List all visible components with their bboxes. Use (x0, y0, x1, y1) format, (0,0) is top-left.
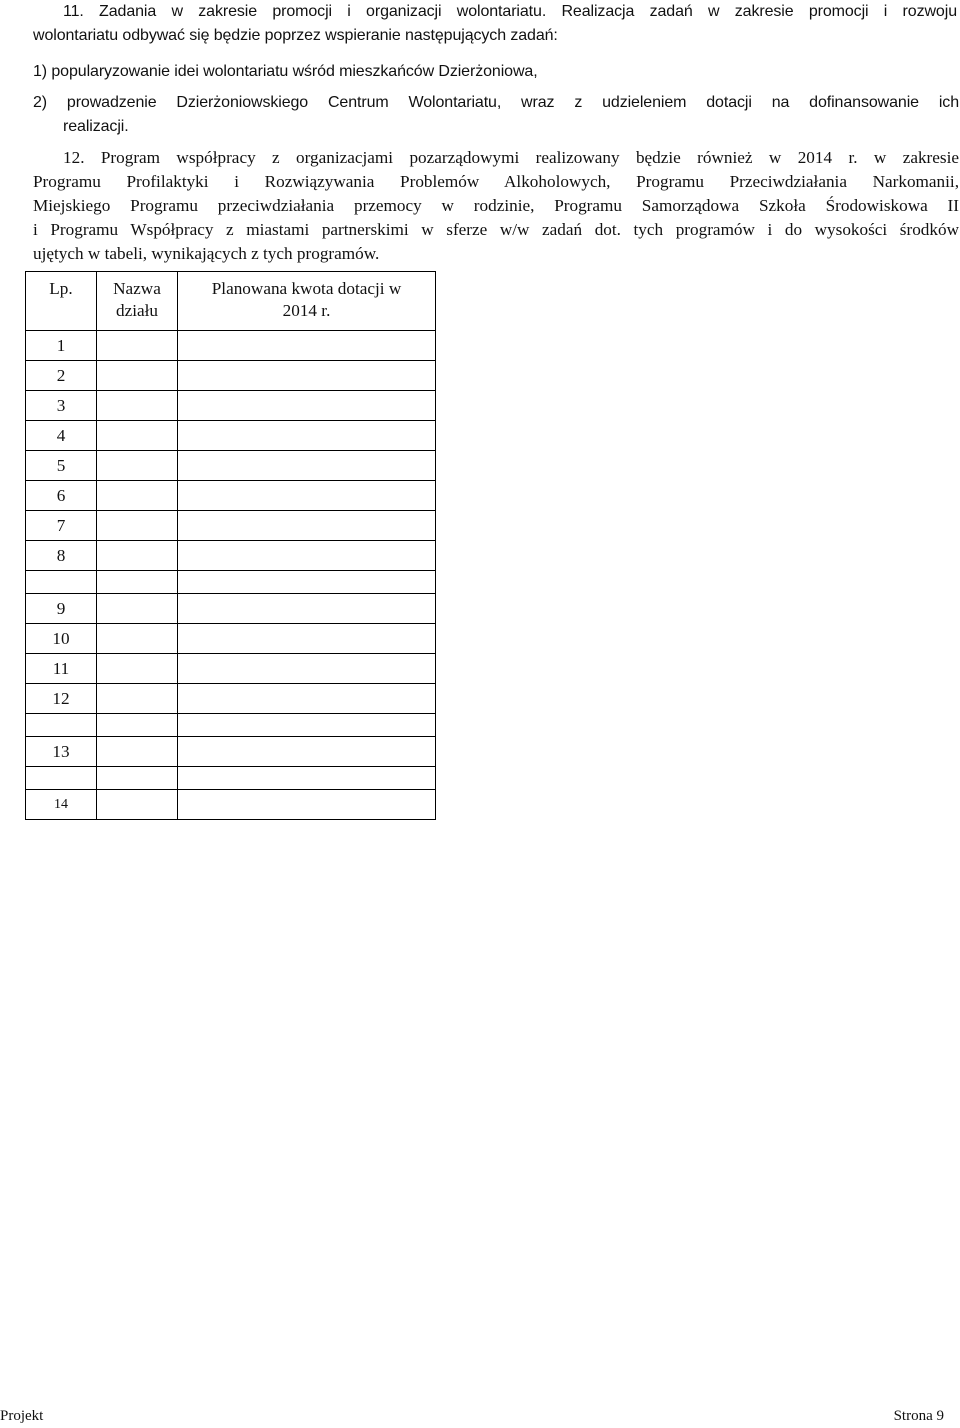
row-number: 11 (26, 654, 97, 684)
row-kwota-cell (178, 481, 436, 511)
row-number: 1 (26, 331, 97, 361)
table-row-empty (26, 767, 436, 790)
row-kwota-cell (178, 331, 436, 361)
table-row (26, 790, 436, 820)
row-number: 3 (26, 391, 97, 421)
row-kwota-cell (178, 541, 436, 571)
row-kwota-cell (178, 624, 436, 654)
row-nazwa-cell (97, 737, 178, 767)
row-nazwa-cell (97, 714, 178, 737)
footer-left-label: Projekt (0, 1408, 44, 1424)
section-12-line-2: Programu Profilaktyki i Rozwiązywania Problemów Alkoholowych, Programu Przeciwdziałania Narkomanii, (33, 172, 959, 191)
table-row (26, 737, 436, 767)
section-12-line-5: ujętych w tabeli, wynikających z tych programów. (33, 244, 380, 263)
section-12-line-1: 12. Program współpracy z organizacjami pozarządowymi realizowany będzie również w 2014 r. w zakresie (63, 148, 959, 167)
row-nazwa-cell (97, 594, 178, 624)
table-row (26, 541, 436, 571)
row-kwota-cell (178, 594, 436, 624)
table-row-empty (26, 571, 436, 594)
row-number: 8 (26, 541, 97, 571)
row-kwota-cell (178, 511, 436, 541)
row-kwota-cell (178, 790, 436, 820)
row-number (26, 571, 97, 594)
row-kwota-cell (178, 767, 436, 790)
row-nazwa-cell (97, 624, 178, 654)
page-number: Strona 9 (893, 1408, 944, 1424)
row-nazwa-cell (97, 451, 178, 481)
section-11-line-1: 11. Zadania w zakresie promocji i organizacji wolontariatu. Realizacja zadań w zakresie promocji i rozwoju (63, 3, 957, 20)
budget-table (25, 271, 436, 820)
row-nazwa-cell (97, 767, 178, 790)
table-row (26, 391, 436, 421)
row-kwota-cell (178, 361, 436, 391)
row-nazwa-cell (97, 571, 178, 594)
row-nazwa-cell (97, 481, 178, 511)
row-number: 4 (26, 421, 97, 451)
section-11-item-2-line-1: 2) prowadzenie Dzierżoniowskiego Centrum Wolontariatu, wraz z udzieleniem dotacji na dofinansowanie ich (33, 94, 959, 111)
section-12-line-3: Miejskiego Programu przeciwdziałania przemocy w rodzinie, Programu Samorządowa Szkoła Środowiskowa II (33, 196, 959, 215)
row-number: 6 (26, 481, 97, 511)
table-row (26, 451, 436, 481)
row-nazwa-cell (97, 421, 178, 451)
table-row (26, 511, 436, 541)
section-11-line-2: wolontariatu odbywać się będzie poprzez wspieranie następujących zadań: (33, 27, 558, 44)
row-nazwa-cell (97, 391, 178, 421)
row-number: 13 (26, 737, 97, 767)
row-kwota-cell (178, 391, 436, 421)
row-number (26, 714, 97, 737)
row-number (26, 767, 97, 790)
row-nazwa-cell (97, 684, 178, 714)
row-nazwa-cell (97, 511, 178, 541)
row-nazwa-cell (97, 790, 178, 820)
row-nazwa-cell (97, 361, 178, 391)
table-header-row (26, 272, 436, 331)
row-kwota-cell (178, 421, 436, 451)
table-row (26, 331, 436, 361)
table-row (26, 654, 436, 684)
table-row (26, 594, 436, 624)
row-kwota-cell (178, 684, 436, 714)
row-number: 10 (26, 624, 97, 654)
row-number: 5 (26, 451, 97, 481)
row-number: 12 (26, 684, 97, 714)
header-kwota: Planowana kwota dotacji w 2014 r. (178, 272, 436, 331)
header-nazwa: Nazwa działu (97, 272, 178, 331)
row-kwota-cell (178, 571, 436, 594)
header-lp: Lp. (26, 272, 97, 331)
row-number: 7 (26, 511, 97, 541)
table-row (26, 481, 436, 511)
row-kwota-cell (178, 714, 436, 737)
row-number: 2 (26, 361, 97, 391)
row-kwota-cell (178, 654, 436, 684)
row-nazwa-cell (97, 541, 178, 571)
section-12-line-4: i Programu Współpracy z miastami partnerskimi w sferze w/w zadań dot. tych programów i do wysokości środków (33, 220, 959, 239)
row-kwota-cell (178, 737, 436, 767)
section-11-item-1: 1) popularyzowanie idei wolontariatu wśród mieszkańców Dzierżoniowa, (33, 63, 538, 80)
table-row (26, 684, 436, 714)
row-number: 9 (26, 594, 97, 624)
section-11-item-2-line-2: realizacji. (63, 118, 129, 135)
table-row-empty (26, 714, 436, 737)
row-number: 14 (26, 790, 97, 820)
table-row (26, 624, 436, 654)
table-row (26, 361, 436, 391)
row-nazwa-cell (97, 654, 178, 684)
row-nazwa-cell (97, 331, 178, 361)
row-kwota-cell (178, 451, 436, 481)
table-row (26, 421, 436, 451)
